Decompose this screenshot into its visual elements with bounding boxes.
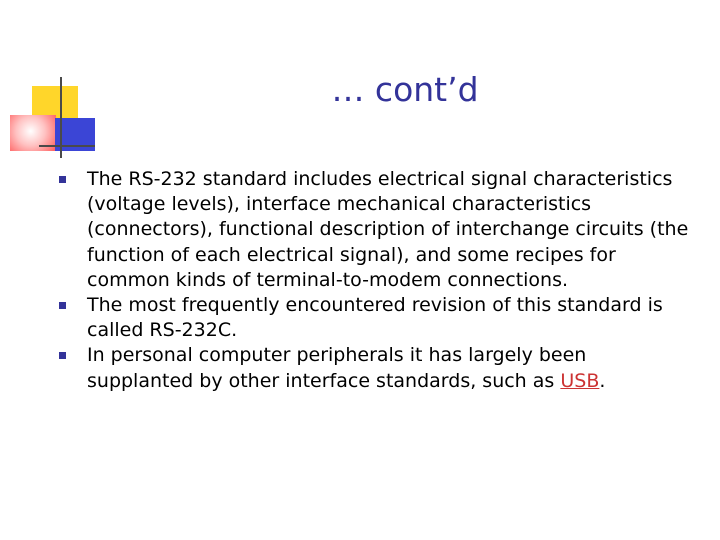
horizontal-rule	[39, 145, 95, 147]
bullet-text: In personal computer peripherals it has largely been supplanted by other interface standards, such as	[87, 344, 587, 392]
bullet-marker-icon	[59, 352, 66, 359]
usb-link[interactable]: USB	[560, 369, 600, 392]
bullet-marker-icon	[59, 176, 66, 183]
bullet-text: The most frequently encountered revision of this standard is called RS-232C.	[87, 294, 663, 342]
bullet-text: The RS-232 standard includes electrical signal characteristics (voltage levels), interface mechanical characteristics (connectors), functional description of interchange circuits (the function of each electrical signal), and some recipes for common kinds of terminal-to-modem connections.	[87, 168, 689, 291]
bullet-item	[59, 343, 689, 393]
bullet-list	[59, 167, 689, 394]
bullet-item	[59, 293, 689, 343]
bullet-item	[59, 167, 689, 293]
slide-title: … cont’d	[331, 70, 479, 109]
bullet-text-end: .	[599, 369, 606, 392]
bullet-marker-icon	[59, 302, 66, 309]
corner-decoration	[0, 0, 100, 170]
